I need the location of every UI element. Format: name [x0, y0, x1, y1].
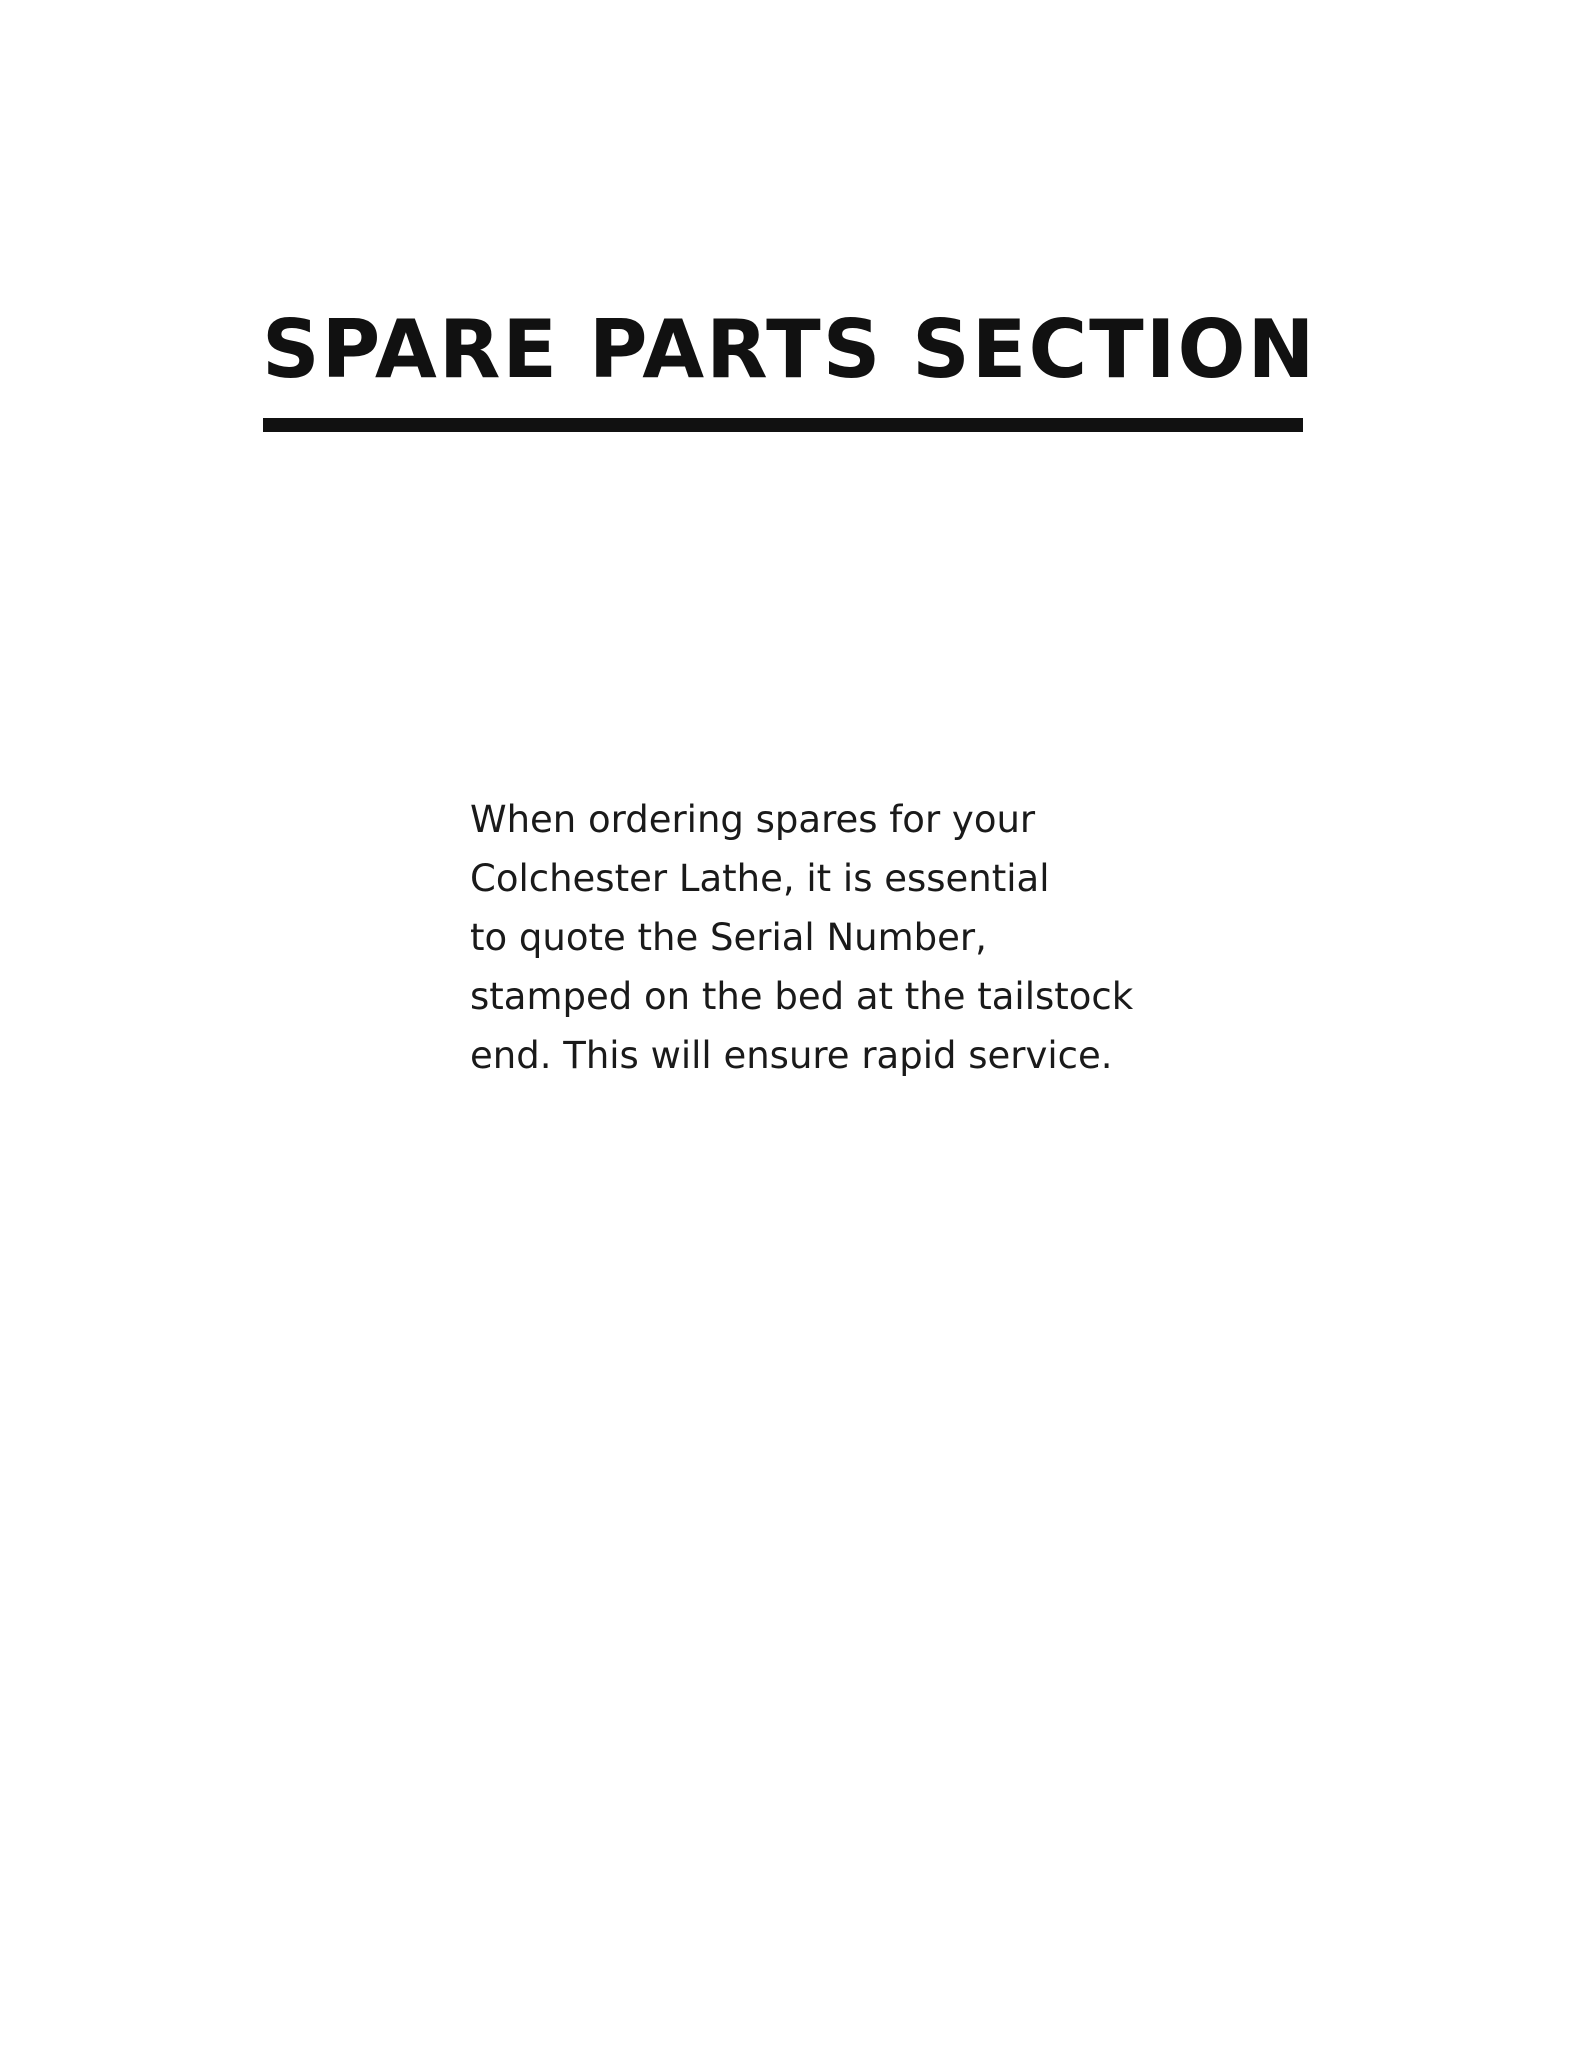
paragraph-line: to quote the Serial Number, [470, 916, 987, 959]
instruction-paragraph [470, 790, 1230, 1085]
paragraph-line: When ordering spares for your [470, 798, 1036, 841]
paragraph-line: Colchester Lathe, it is essential [470, 857, 1050, 900]
heading-underline-rule [263, 418, 1303, 432]
section-heading: SPARE PARTS SECTION [262, 303, 1317, 396]
paragraph-line: stamped on the bed at the tailstock [470, 975, 1134, 1018]
paragraph-line: end. This will ensure rapid service. [470, 1034, 1113, 1077]
